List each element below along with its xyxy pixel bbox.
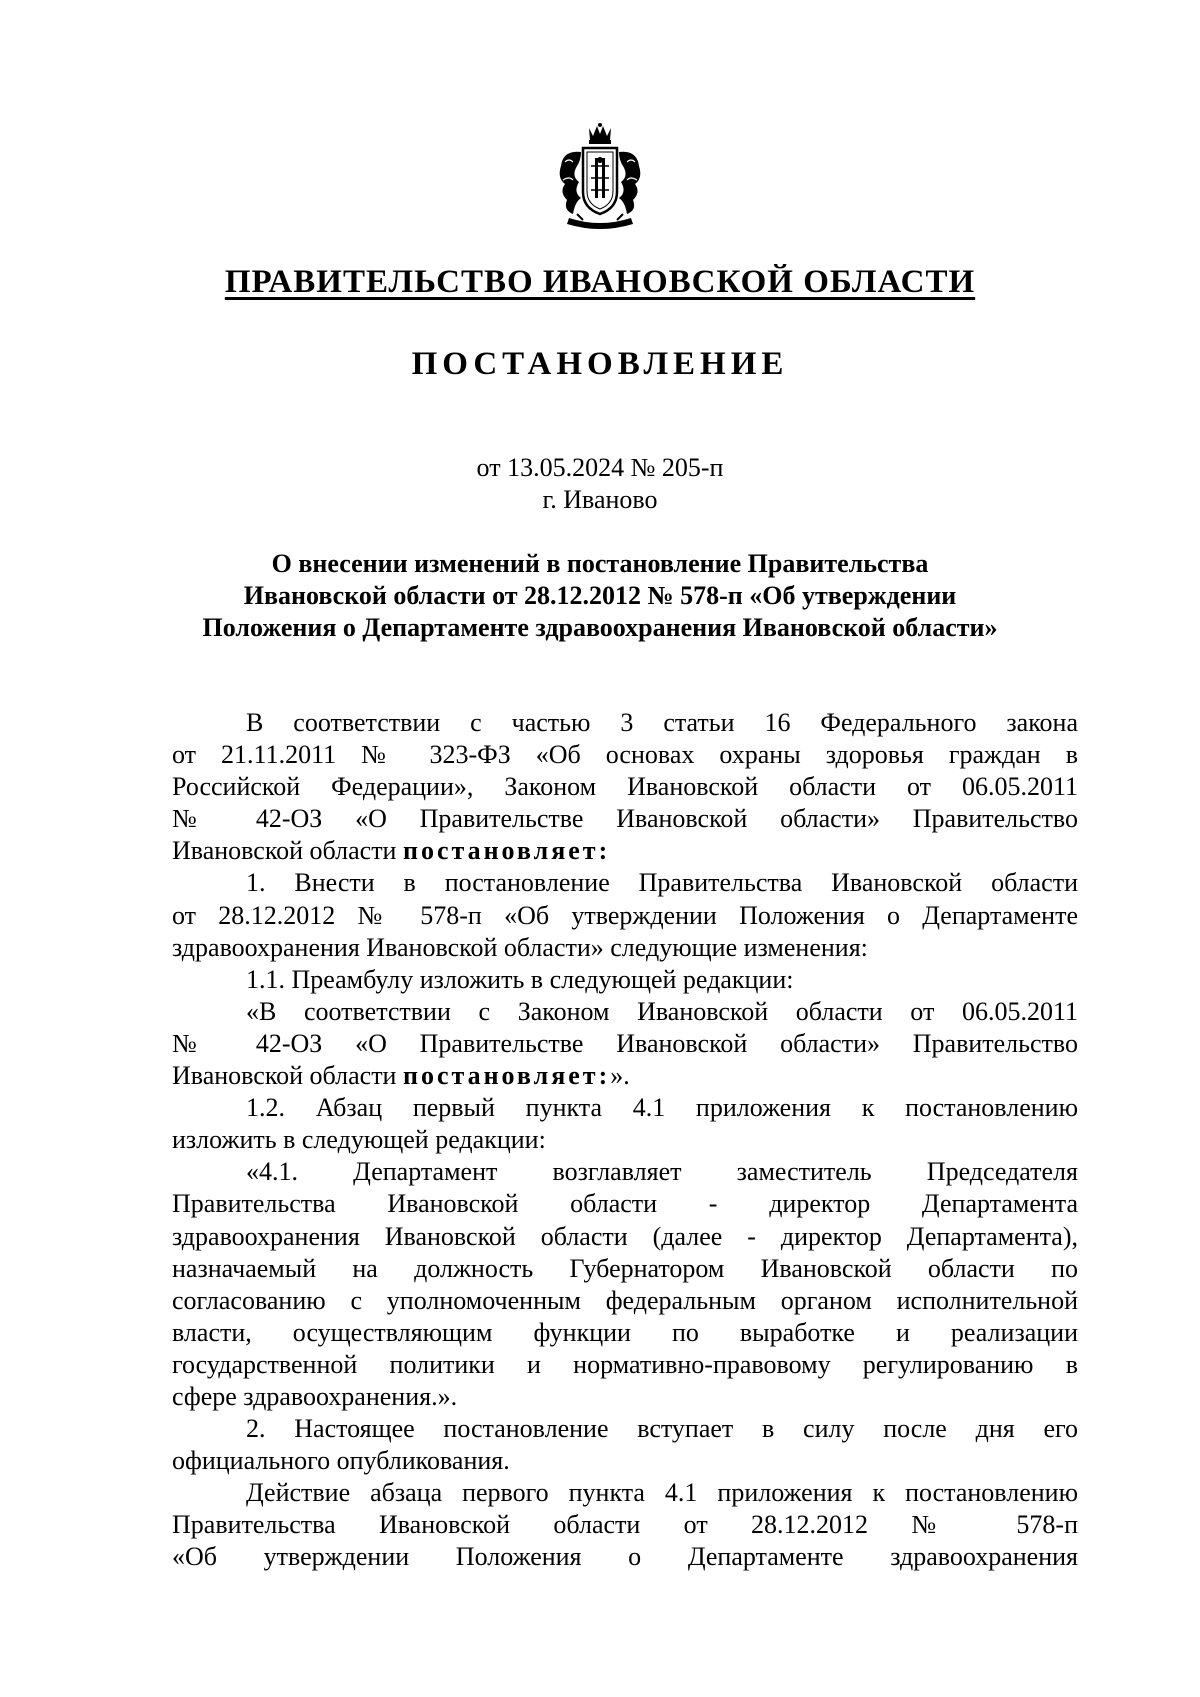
body-line: «4.1. Департамент возглавляет заместитель Председателя — [246, 1157, 1078, 1187]
body-line: Правительства Ивановской области - директор Департамента — [172, 1189, 1078, 1219]
body-line: власти, осуществляющим функции по выработке и реализации — [172, 1317, 1078, 1347]
body-line: № 42-ОЗ «О Правительстве Ивановской области» Правительство — [172, 804, 1078, 834]
subject-line: Ивановской области от 28.12.2012 № 578-п «Об утверждении — [243, 581, 957, 610]
body-line: 1.2. Абзац первый пункта 4.1 приложения к постановлению — [246, 1093, 1078, 1123]
body-text: ». — [610, 1061, 630, 1091]
body-line: «Об утверждении Положения о Департаменте здравоохранения — [172, 1542, 1078, 1572]
document-body — [172, 707, 1078, 1574]
body-line: «В соответствии с Законом Ивановской области от 06.05.2011 — [246, 996, 1078, 1026]
body-line — [172, 835, 1078, 867]
resolves-word: постановляет: — [402, 1061, 611, 1091]
body-line: назначаемый на должность Губернатором Ивановской области по — [172, 1253, 1078, 1283]
body-line: 1. Внести в постановление Правительства Ивановской области — [246, 868, 1078, 898]
body-line: сфере здравоохранения.». — [172, 1381, 458, 1411]
body-line — [172, 1060, 1078, 1092]
body-line: № 42-ОЗ «О Правительстве Ивановской области» Правительство — [172, 1028, 1078, 1058]
document-type: ПОСТАНОВЛЕНИЕ — [411, 346, 789, 382]
body-line: здравоохранения Ивановской области» следующие изменения: — [172, 932, 868, 962]
coat-of-arms-icon — [553, 122, 647, 234]
body-line: изложить в следующей редакции: — [172, 1125, 546, 1155]
body-line: Действие абзаца первого пункта 4.1 приложения к постановлению — [246, 1478, 1078, 1508]
body-line: от 21.11.2011 № 323-ФЗ «Об основах охраны здоровья граждан в — [172, 740, 1078, 770]
government-title: ПРАВИТЕЛЬСТВО ИВАНОВСКОЙ ОБЛАСТИ — [224, 264, 976, 300]
document-subject — [150, 548, 1050, 644]
resolves-word: постановляет: — [402, 836, 611, 866]
body-line: от 28.12.2012 № 578-п «Об утверждении Положения о Департаменте — [172, 900, 1078, 930]
body-text: Ивановской области — [172, 836, 403, 866]
body-text: Ивановской области — [172, 1061, 403, 1091]
body-line: согласованию с уполномоченным федеральным органом исполнительной — [172, 1285, 1078, 1315]
body-line: официального опубликования. — [172, 1446, 510, 1476]
body-line: 2. Настоящее постановление вступает в силу после дня его — [246, 1414, 1078, 1444]
body-line: 1.1. Преамбулу изложить в следующей редакции: — [246, 964, 794, 994]
document-city: г. Иваново — [542, 485, 658, 514]
subject-line: О внесении изменений в постановление Правительства — [271, 549, 929, 578]
body-line: В соответствии с частью 3 статьи 16 Федерального закона — [246, 708, 1078, 737]
body-line: Российской Федерации», Законом Ивановской области от 06.05.2011 — [172, 772, 1078, 802]
body-line: Правительства Ивановской области от 28.12.2012 № 578-п — [172, 1510, 1078, 1540]
document-date-number: от 13.05.2024 № 205-п — [476, 453, 724, 482]
body-line: государственной политики и нормативно-правовому регулированию в — [172, 1349, 1078, 1379]
body-line: здравоохранения Ивановской области (далее - директор Департамента), — [172, 1221, 1078, 1251]
subject-line: Положения о Департаменте здравоохранения Ивановской области» — [202, 613, 998, 642]
